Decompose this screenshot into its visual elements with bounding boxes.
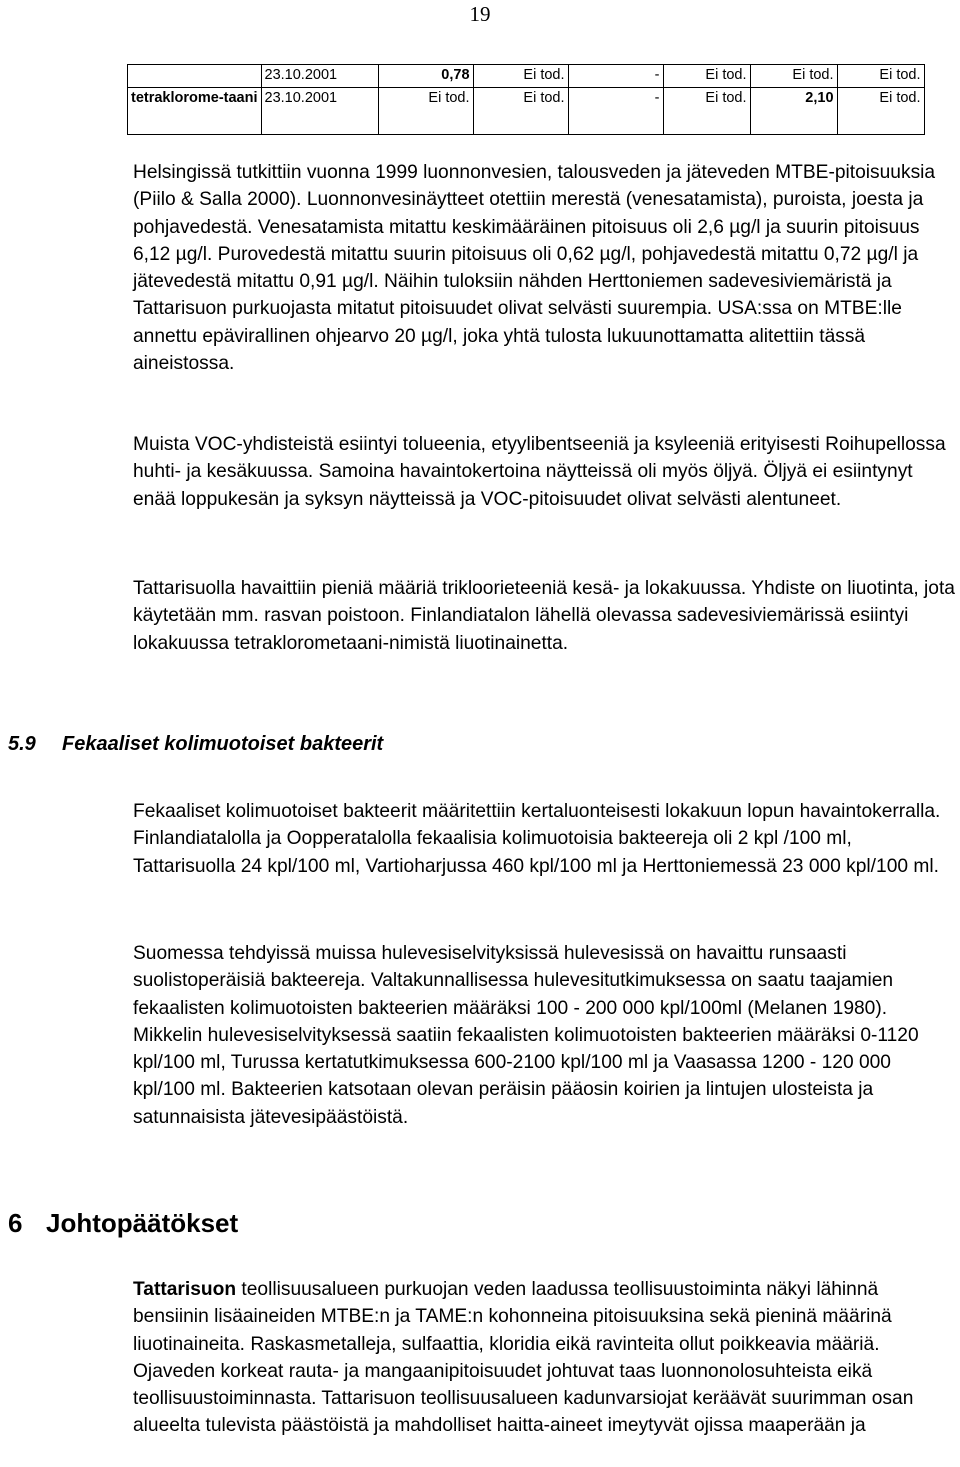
section-heading-5-9 xyxy=(8,733,383,756)
table-cell-compound: tetraklorome-taani xyxy=(128,88,262,135)
table-cell-date: 23.10.2001 xyxy=(261,88,378,135)
paragraph-trichloroethene: Tattarisuolla havaittiin pieniä määriä trikloorieteeniä kesä- ja lokakuussa. Yhdiste on liuotinta, jota käytetään mm. rasvan poistoon. Finlandiatalon lähellä olevassa sadevesiviemärissä esiintyi lokakuussa tetraklorometaani-nimistä liuotinainetta. xyxy=(133,578,955,654)
table-cell-value: 0,78 xyxy=(378,65,473,88)
table-cell-value: Ei tod. xyxy=(473,88,568,135)
section-title: Fekaaliset kolimuotoiset bakteerit xyxy=(62,733,384,755)
section-number: 5.9 xyxy=(8,733,36,755)
results-table xyxy=(127,64,925,135)
table-cell-value: Ei tod. xyxy=(473,65,568,88)
section-heading-6 xyxy=(8,1208,238,1239)
table-cell-value: Ei tod. xyxy=(837,88,924,135)
table-cell-value: 2,10 xyxy=(750,88,837,135)
paragraph-voc: Muista VOC-yhdisteistä esiintyi tolueenia, etyylibentseeniä ja ksyleeniä erityisesti Roihupellossa huhti- ja kesäkuussa. Samoina havaintokertoina näytteissä oli myös öljyä. Öljyä ei esiintynyt enää loppukesän ja syksyn näytteissä ja VOC-pitoisuudet olivat selvästi alentuneet. xyxy=(133,434,946,510)
section-number: 6 xyxy=(8,1208,23,1238)
table-cell-date: 23.10.2001 xyxy=(261,65,378,88)
table-cell-value: Ei tod. xyxy=(378,88,473,135)
table-cell-value: Ei tod. xyxy=(663,88,750,135)
table-cell-value: Ei tod. xyxy=(837,65,924,88)
page-number: 19 xyxy=(469,2,491,26)
table-cell-value: Ei tod. xyxy=(663,65,750,88)
table-cell-compound xyxy=(128,65,262,88)
bold-lead-term: Tattarisuon xyxy=(133,1279,237,1300)
table-cell-value: Ei tod. xyxy=(750,65,837,88)
section-title: Johtopäätökset xyxy=(46,1208,239,1238)
paragraph-stormwater-studies: Suomessa tehdyissä muissa hulevesiselvityksissä hulevesissä on havaittu runsaasti suolistoperäisiä bakteereja. Valtakunnallisessa hulevesitutkimuksessa on saatu taajamien fekaalisten kolimuotoisten bakteerien määräksi 100 - 200 000 kpl/100ml (Melanen 1980). Mikkelin hulevesiselvityksessä saatiin fekaalisten kolimuotoisten bakteerien määräksi 0-1120 kpl/100 ml, Turussa kertatutkimuksessa 600-2100 kpl/100 ml ja Vaasassa 1200 - 120 000 kpl/100 ml. Bakteerien katsotaan olevan peräisin pääosin koirien ja lintujen ulosteista ja satunnaisista jätevesipäästöistä. xyxy=(133,943,919,1128)
paragraph-conclusions xyxy=(133,1276,955,1440)
table-cell-value: - xyxy=(568,65,663,88)
paragraph-text: teollisuusalueen purkuojan veden laadussa teollisuustoiminta näkyi lähinnä bensiinin lisäaineiden MTBE:n ja TAME:n kohonneina pitoisuuksina sekä pieninä määrinä liuotinaineita. Raskasmetalleja, sulfaattia, kloridia eikä ravinteita ollut poikkeavia määriä. Ojaveden korkeat rauta- ja mangaanipitoisuudet johtuvat taas luonnonolosuhteista eikä teollisuustoiminnasta. Tattarisuon teollisuusalueen kadunvarsiojat keräävät suurimman osan alueelta tulevista päästöistä ja mahdolliset haitta-aineet imeytyvät ojissa maaperään ja xyxy=(133,1279,914,1437)
table-row xyxy=(128,65,925,88)
paragraph-mtbe: Helsingissä tutkittiin vuonna 1999 luonnonvesien, talousveden ja jäteveden MTBE-pitoisuuksia (Piilo & Salla 2000). Luonnonvesinäytteet otettiin merestä (venesatamista), puroista, joesta ja pohjavedestä. Venesatamista mitattu keskimääräinen pitoisuus oli 2,6 µg/l ja suurin pitoisuus 6,12 µg/l. Purovedestä mitattu suurin pitoisuus oli 0,62 µg/l, pohjavedestä mitattu 0,72 µg/l ja jätevedestä mitattu 0,91 µg/l. Näihin tuloksiin nähden Herttoniemen sadevesiviemäristä ja Tattarisuon purkuojasta mitatut pitoisuudet olivat selvästi suurempia. USA:ssa on MTBE:lle annettu epävirallinen ohjearvo 20 µg/l, joka yhtä tulosta lukuunottamatta alitettiin tässä aineistossa. xyxy=(133,162,936,375)
table-cell-value: - xyxy=(568,88,663,135)
table-row xyxy=(128,88,925,135)
paragraph-fecal-bacteria: Fekaaliset kolimuotoiset bakteerit määritettiin kertaluonteisesti lokakuun lopun havaintokerralla. Finlandiatalolla ja Oopperatalolla fekaalisia kolimuotoisia bakteereja oli 2 kpl /100 ml, Tattarisuolla 24 kpl/100 ml, Vartioharjussa 460 kpl/100 ml ja Herttoniemessä 23 000 kpl/100 ml. xyxy=(133,801,941,877)
